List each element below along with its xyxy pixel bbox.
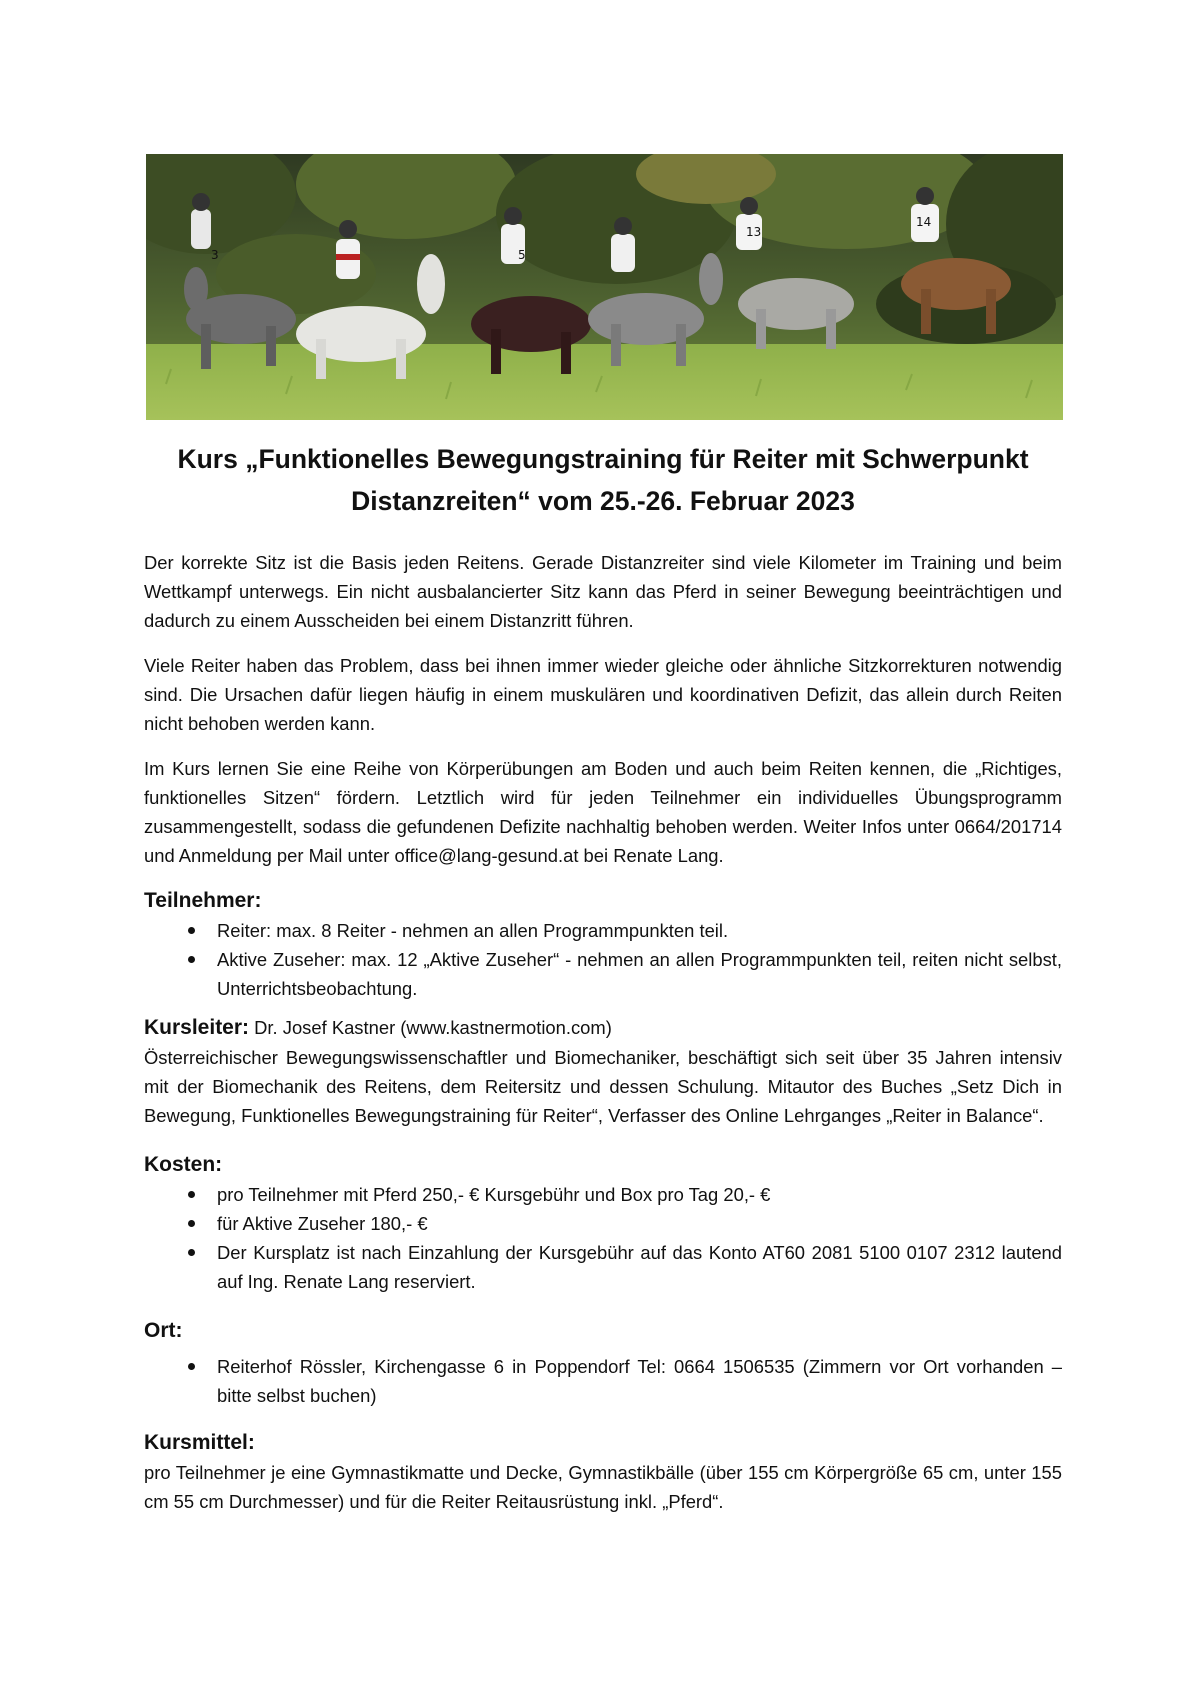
- bib-number: 5: [518, 248, 526, 262]
- ort-heading: Ort:: [144, 1319, 183, 1342]
- intro-paragraph-2: Viele Reiter haben das Problem, dass bei ihnen immer wieder gleiche oder ähnliche Sitzkorrekturen notwendig sind. Die Ursachen dafür liegen häufig in einem muskulären und koordinativen Defizit, das allein durch Reiten nicht behoben werden kann.: [144, 655, 1062, 734]
- kosten-list: [144, 1180, 1062, 1296]
- bib-number: 3: [211, 248, 219, 262]
- section-kosten: [144, 1150, 1062, 1296]
- bullet-icon: [188, 1191, 195, 1198]
- bullet-icon: [188, 1220, 195, 1227]
- bullet-icon: [188, 1249, 195, 1256]
- kursleiter-heading: Kursleiter:: [144, 1016, 250, 1039]
- section-kursmittel: [144, 1428, 1062, 1516]
- list-item-text: für Aktive Zuseher 180,- €: [217, 1213, 428, 1234]
- bullet-icon: [188, 927, 195, 934]
- kursleiter-bio: Österreichischer Bewegungswissenschaftler und Biomechaniker, beschäftigt sich seit über 35 Jahren intensiv mit der Biomechanik des Reitens, dem Reitersitz und dessen Schulung. Mitautor des Buches „Setz Dich in Bewegung, Funktionelles Bewegungstraining für Reiter“, Verfasser des Online Lehrganges „Reiter in Balance“.: [144, 1047, 1062, 1126]
- bullet-icon: [188, 956, 195, 963]
- list-item: [217, 945, 1062, 1003]
- ort-list: [144, 1352, 1062, 1410]
- list-item: [217, 1209, 1062, 1238]
- kursmittel-text: pro Teilnehmer je eine Gymnastikmatte und Decke, Gymnastikbälle (über 155 cm Körpergröße 65 cm, unter 155 cm 55 cm Durchmesser) und für die Reiter Reitausrüstung inkl. „Pferd“.: [144, 1462, 1062, 1512]
- list-item: [217, 1352, 1062, 1410]
- list-item: [217, 1238, 1062, 1296]
- section-ort: [144, 1316, 1062, 1410]
- list-item-text: Reiterhof Rössler, Kirchengasse 6 in Poppendorf Tel: 0664 1506535 (Zimmern vor Ort vorhanden – bitte selbst buchen): [217, 1356, 1062, 1406]
- header-photo-riders: [146, 154, 1063, 420]
- section-kursleiter: [144, 1013, 1062, 1130]
- document-body: [144, 438, 1062, 1516]
- kosten-heading: Kosten:: [144, 1153, 223, 1176]
- bullet-icon: [188, 1363, 195, 1370]
- kursleiter-name: Dr. Josef Kastner (www.kastnermotion.com): [249, 1017, 612, 1038]
- course-title: Kurs „Funktionelles Bewegungstraining für Reiter mit Schwerpunkt Distanzreiten“ vom 25.-26. Februar 2023: [177, 444, 1029, 516]
- list-item-text: pro Teilnehmer mit Pferd 250,- € Kursgebühr und Box pro Tag 20,- €: [217, 1184, 771, 1205]
- bib-number: 13: [746, 225, 762, 239]
- section-teilnehmer: [144, 886, 1062, 1003]
- riders-illustration: [146, 154, 1063, 420]
- intro-paragraph-1: Der korrekte Sitz ist die Basis jeden Reitens. Gerade Distanzreiter sind viele Kilometer im Training und beim Wettkampf unterwegs. Ein nicht ausbalancierter Sitz kann das Pferd in seiner Bewegung beeinträchtigen und dadurch zu einem Ausscheiden bei einem Distanzritt führen.: [144, 552, 1062, 631]
- list-item-text: Aktive Zuseher: max. 12 „Aktive Zuseher“ - nehmen an allen Programmpunkten teil, reiten nicht selbst, Unterrichtsbeobachtung.: [217, 949, 1062, 999]
- bib-number: 14: [916, 215, 932, 229]
- teilnehmer-heading: Teilnehmer:: [144, 889, 262, 912]
- list-item-text: Der Kursplatz ist nach Einzahlung der Kursgebühr auf das Konto AT60 2081 5100 0107 2312 lautend auf Ing. Renate Lang reserviert.: [217, 1242, 1062, 1292]
- list-item-text: Reiter: max. 8 Reiter - nehmen an allen Programmpunkten teil.: [217, 920, 729, 941]
- list-item: [217, 916, 1062, 945]
- intro-paragraph-3: Im Kurs lernen Sie eine Reihe von Körperübungen am Boden und auch beim Reiten kennen, die „Richtiges, funktionelles Sitzen“ fördern. Letztlich wird für jeden Teilnehmer ein individuelles Übungsprogramm zusammengestellt, sodass die gefundenen Defizite nachhaltig behoben werden. Weiter Infos unter 0664/201714 und Anmeldung per Mail unter office@lang-gesund.at bei Renate Lang.: [144, 758, 1062, 866]
- kursmittel-heading: Kursmittel:: [144, 1431, 255, 1454]
- list-item: [217, 1180, 1062, 1209]
- teilnehmer-list: [144, 916, 1062, 1003]
